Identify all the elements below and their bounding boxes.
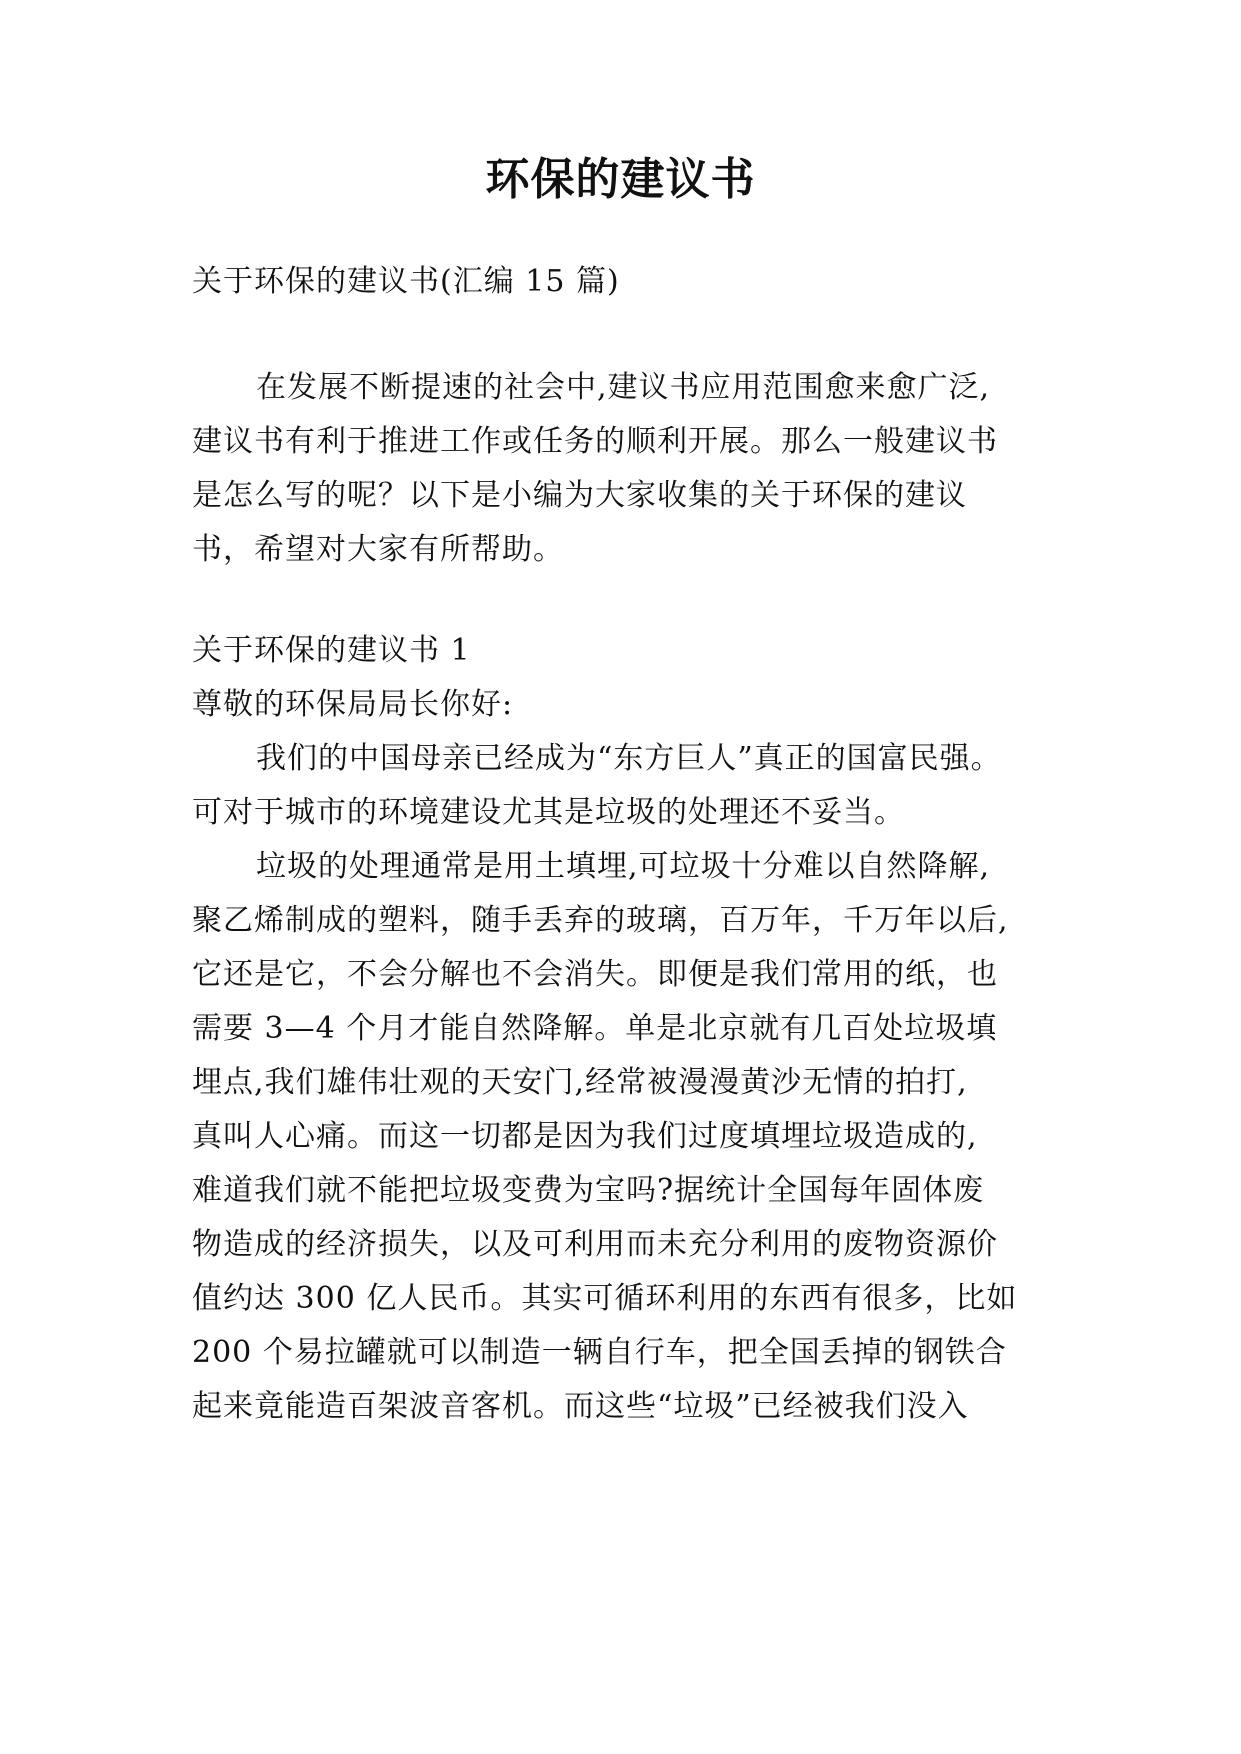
intro-line: 是怎么写的呢？以下是小编为大家收集的关于环保的建议 — [192, 478, 967, 513]
body-line: 真叫人心痛。而这一切都是因为我们过度填埋垃圾造成的, — [192, 1119, 978, 1154]
body-line: 垃圾的处理通常是用土填埋,可垃圾十分难以自然降解, — [256, 849, 991, 884]
body-line: 需要 3—4 个月才能自然降解。单是北京就有几百处垃圾填 — [192, 1011, 998, 1046]
body-line: 埋点,我们雄伟壮观的天安门,经常被漫漫黄沙无情的拍打, — [192, 1065, 968, 1100]
body-line: 物造成的经济损失，以及可利用而未充分利用的废物资源价 — [192, 1227, 998, 1262]
intro-line: 在发展不断提速的社会中,建议书应用范围愈来愈广泛, — [256, 370, 991, 405]
body-line: 它还是它，不会分解也不会消失。即便是我们常用的纸，也 — [192, 957, 998, 992]
section-heading: 关于环保的建议书 1 — [192, 633, 471, 668]
greeting: 尊敬的环保局局长你好: — [192, 687, 514, 722]
body-line: 难道我们就不能把垃圾变费为宝吗?据统计全国每年固体废 — [192, 1173, 985, 1208]
intro-line: 建议书有利于推进工作或任务的顺利开展。那么一般建议书 — [192, 424, 998, 459]
body-line: 值约达 300 亿人民币。其实可循环利用的东西有很多，比如 — [192, 1281, 1018, 1316]
body-line: 我们的中国母亲已经成为“东方巨人”真正的国富民强。 — [256, 741, 1002, 776]
body-line: 200 个易拉罐就可以制造一辆自行车，把全国丢掉的钢铁合 — [192, 1335, 1007, 1370]
document-title: 环保的建议书 — [485, 154, 756, 205]
body-line: 可对于城市的环境建设尤其是垃圾的处理还不妥当。 — [192, 795, 905, 830]
document-subtitle: 关于环保的建议书(汇编 15 篇) — [192, 264, 620, 299]
intro-line: 书，希望对大家有所帮助。 — [192, 532, 564, 567]
body-line: 起来竟能造百架波音客机。而这些“垃圾”已经被我们没入 — [192, 1389, 969, 1424]
body-line: 聚乙烯制成的塑料，随手丢弃的玻璃，百万年，千万年以后, — [192, 903, 1009, 938]
